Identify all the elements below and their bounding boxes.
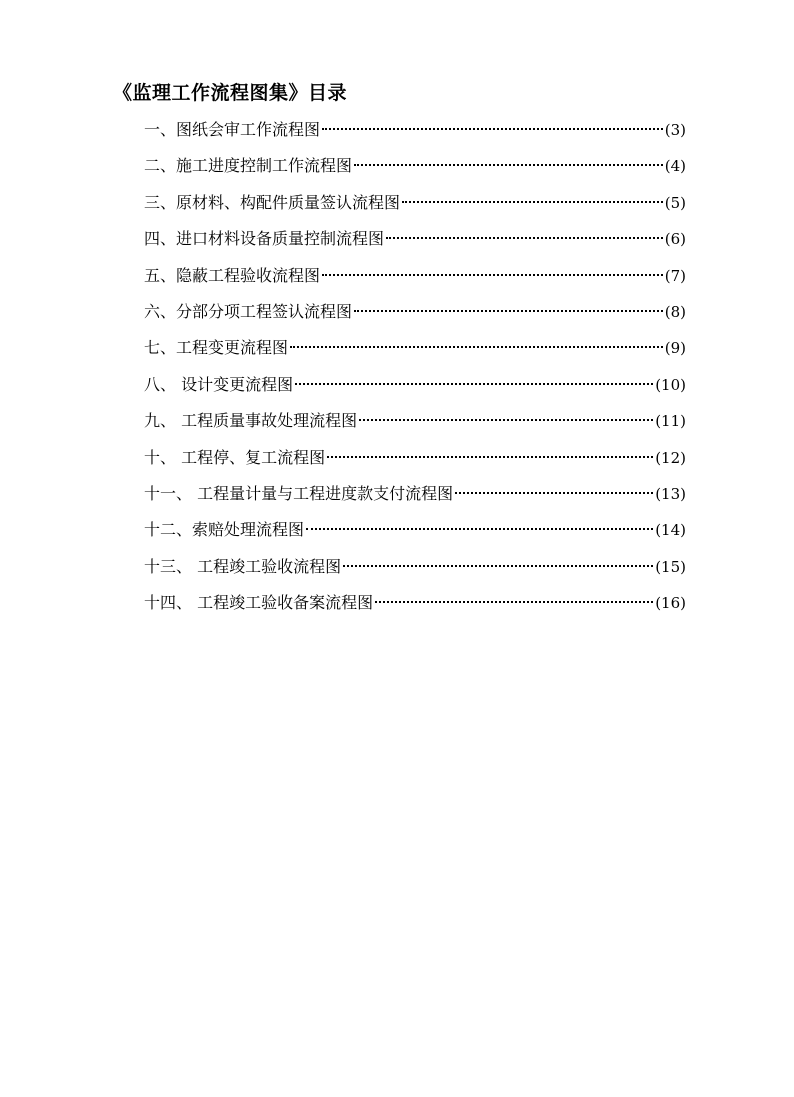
toc-dot-leader [386, 237, 663, 239]
toc-dot-leader [354, 310, 663, 312]
toc-entry-page: (12) [655, 448, 686, 467]
toc-dot-leader [343, 565, 653, 567]
toc-entry-page: (7) [664, 266, 686, 285]
toc-entry-page: (6) [664, 230, 686, 249]
toc-entry[interactable] [144, 299, 686, 335]
toc-entry-page: (9) [664, 339, 686, 358]
toc-entry[interactable] [144, 554, 686, 590]
toc-dot-leader [290, 346, 663, 348]
toc-entry[interactable] [144, 117, 686, 153]
toc-entry-label: 十一、 工程量计量与工程进度款支付流程图 [144, 483, 454, 503]
toc-entry[interactable] [144, 263, 686, 299]
toc-entry-page: (14) [655, 521, 686, 540]
toc-entry[interactable] [144, 517, 686, 553]
toc-dot-leader [322, 274, 663, 276]
toc-dot-leader [327, 456, 653, 458]
toc-entry-label: 一、图纸会审工作流程图 [144, 120, 321, 139]
toc-entry-label: 二、施工进度控制工作流程图 [144, 156, 353, 176]
toc-entry[interactable] [144, 445, 686, 481]
toc-dot-leader [455, 492, 653, 494]
toc-entry-label: 十、 工程停、复工流程图 [144, 447, 326, 467]
toc-entry-label: 十四、 工程竣工验收备案流程图 [144, 593, 374, 613]
toc-entry-page: (5) [664, 193, 686, 212]
toc-entry-page: (8) [664, 302, 686, 321]
table-of-contents [144, 117, 686, 626]
toc-dot-leader [375, 601, 653, 603]
toc-entry-label: 七、工程变更流程图 [144, 338, 289, 358]
toc-dot-leader [306, 528, 653, 530]
toc-entry-page: (15) [655, 557, 686, 576]
toc-entry-page: (13) [655, 484, 686, 503]
toc-dot-leader [322, 128, 663, 130]
toc-entry-label: 九、 工程质量事故处理流程图 [144, 411, 358, 431]
toc-dot-leader [402, 201, 663, 203]
toc-entry[interactable] [144, 335, 686, 371]
toc-entry[interactable] [144, 153, 686, 189]
toc-entry[interactable] [144, 590, 686, 626]
toc-entry-page: (4) [664, 157, 686, 176]
toc-entry[interactable] [144, 372, 686, 408]
toc-entry-label: 五、隐蔽工程验收流程图 [144, 265, 321, 285]
toc-entry[interactable] [144, 226, 686, 262]
toc-entry-label: 八、 设计变更流程图 [144, 374, 294, 394]
toc-entry-label: 十二、索赔处理流程图 [144, 520, 305, 540]
toc-entry[interactable] [144, 190, 686, 226]
toc-entry-page: (3) [664, 121, 686, 139]
toc-entry-label: 六、分部分项工程签认流程图 [144, 301, 353, 321]
toc-dot-leader [359, 419, 653, 421]
toc-entry[interactable] [144, 481, 686, 517]
toc-entry-label: 三、原材料、构配件质量签认流程图 [144, 192, 401, 212]
toc-entry-label: 十三、 工程竣工验收流程图 [144, 556, 342, 576]
toc-entry[interactable] [144, 408, 686, 444]
toc-entry-page: (16) [655, 594, 686, 613]
toc-dot-leader [354, 164, 663, 166]
toc-entry-page: (11) [655, 412, 686, 431]
page-title: 《监理工作流程图集》目录 [113, 82, 348, 104]
toc-entry-page: (10) [655, 375, 686, 394]
toc-dot-leader [295, 383, 653, 385]
toc-entry-label: 四、进口材料设备质量控制流程图 [144, 229, 385, 249]
